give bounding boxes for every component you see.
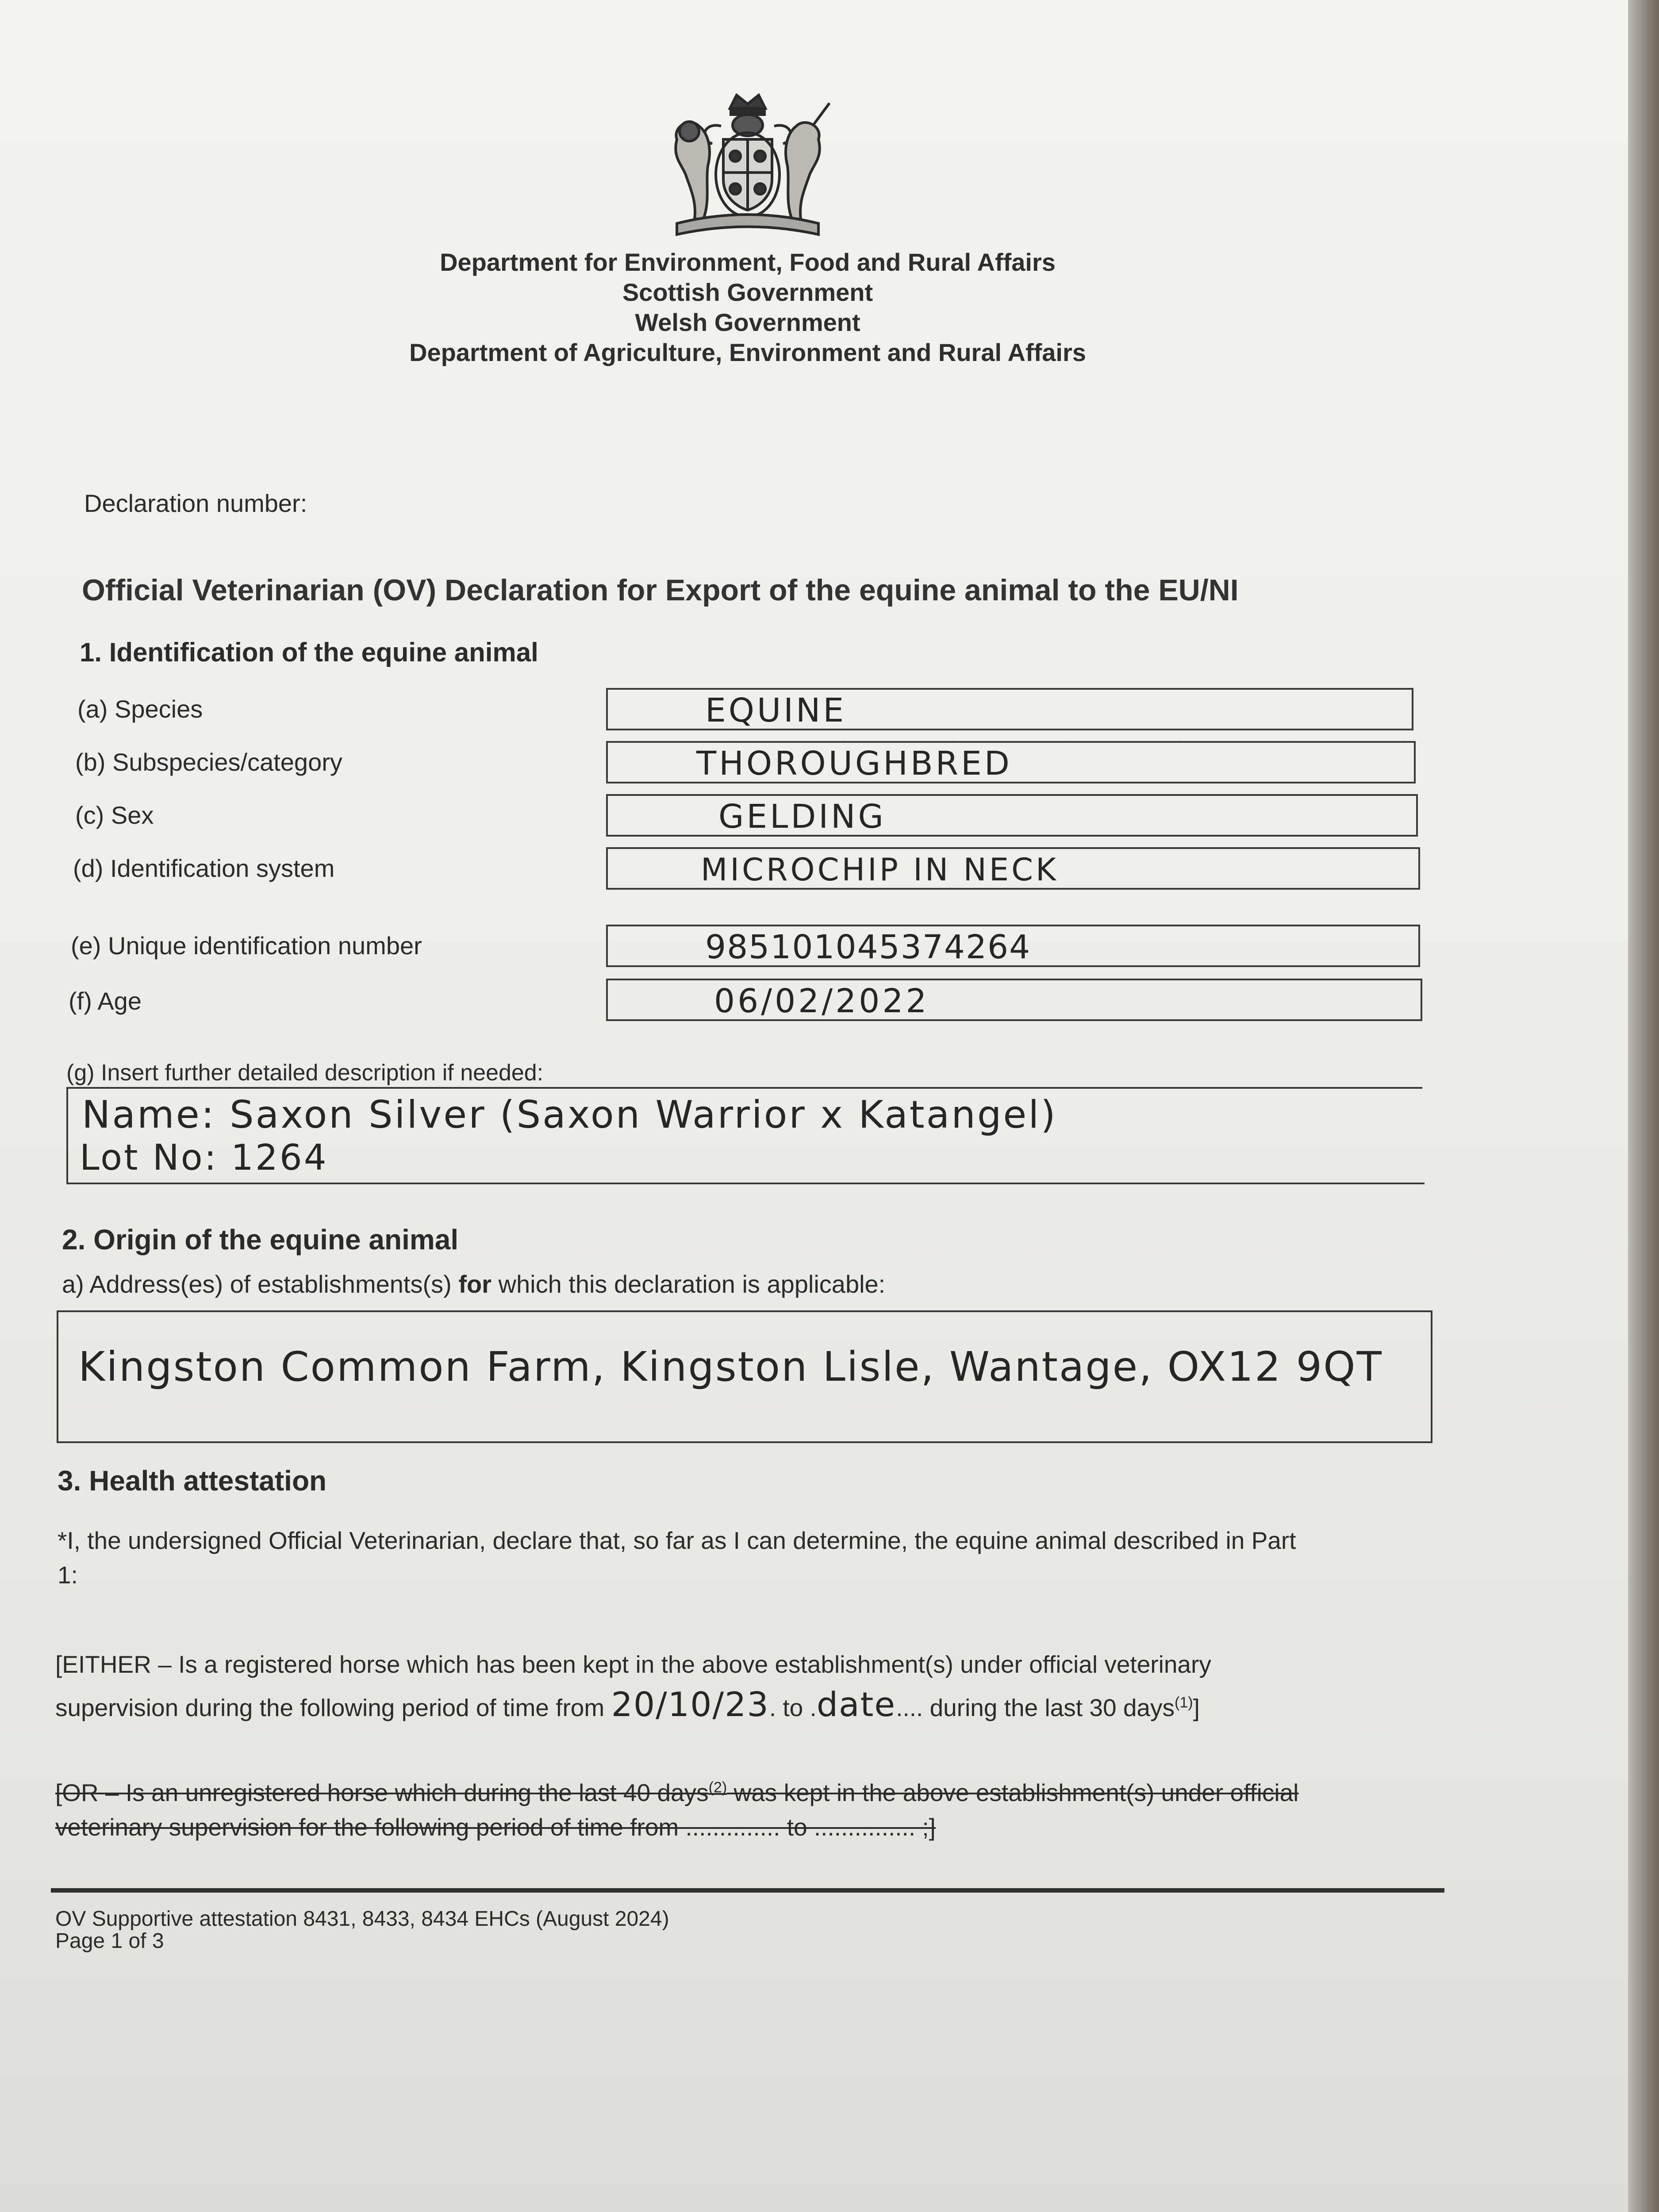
or-clause-line2: veterinary supervision for the following period of time from .............. to ............... ;] [55,1813,936,1841]
header-dept-defra: Department for Environment, Food and Rural Affairs [440,248,1056,276]
either-clause-text-a: supervision during the following period of time from [55,1694,605,1721]
header-dept-daera: Department of Agriculture, Environment and Rural Affairs [409,338,1086,366]
species-value: EQUINE [705,691,847,730]
subspecies-label: (b) Subspecies/category [75,748,342,776]
subspecies-value: THOROUGHBRED [696,745,1012,783]
further-description-line1[interactable]: Name: Saxon Silver (Saxon Warrior x Katangel) [82,1093,1057,1137]
subspecies-field[interactable] [606,741,1416,783]
further-description-line2[interactable]: Lot No: 1264 [80,1137,328,1178]
species-label: (a) Species [77,695,203,723]
unique-id-label: (e) Unique identification number [71,932,422,960]
page-edge-shadow [1628,0,1659,2212]
identification-system-field[interactable] [606,847,1420,890]
header-dept-scottish: Scottish Government [622,278,873,306]
either-clause-close: ] [1193,1694,1200,1721]
address-label-pre: a) Address(es) of establishments(s) [62,1270,459,1298]
or-footnote-ref: (2) [708,1779,727,1796]
royal-coat-of-arms-icon [650,91,845,241]
section2-heading: 2. Origin of the equine animal [62,1224,459,1256]
declaration-number-label: Declaration number: [84,489,307,517]
or-clause-text-b: was kept in the above establishment(s) under official [727,1779,1299,1806]
age-value: 06/02/2022 [714,982,929,1020]
sex-value: GELDING [718,798,886,836]
further-description-label: (g) Insert further detailed description if needed: [66,1060,544,1086]
section1-heading: 1. Identification of the equine animal [80,637,538,667]
footer-page-number: Page 1 of 3 [55,1929,164,1953]
address-value: Kingston Common Farm, Kingston Lisle, Wantage, OX12 9QT [78,1343,1383,1390]
species-field[interactable] [606,688,1413,730]
address-label [62,1270,885,1298]
header-dept-welsh: Welsh Government [635,308,860,336]
address-field[interactable] [57,1310,1432,1443]
further-description-bottom-rule [66,1183,1425,1184]
attestation-intro-line1: *I, the undersigned Official Veterinarian, declare that, so far as I can determine, the equine animal described in Part [58,1527,1296,1554]
form-title: Official Veterinarian (OV) Declaration for Export of the equine animal to the EU/NI [82,573,1239,607]
unique-id-field[interactable] [606,925,1420,967]
either-from-date[interactable]: 20/10/23 [611,1685,769,1724]
either-to-date[interactable]: date [816,1685,896,1724]
address-label-bold: for [458,1270,492,1298]
further-description-top-rule [66,1087,1422,1089]
either-clause-text-b: .... during the last 30 days [896,1694,1175,1721]
footer-attestation-ref: OV Supportive attestation 8431, 8433, 8434 EHCs (August 2024) [55,1907,669,1931]
address-label-post: which this declaration is applicable: [491,1270,886,1298]
sex-label: (c) Sex [75,801,154,829]
either-to-word: . to . [769,1694,817,1721]
further-description-left-rule [66,1087,68,1184]
identification-system-label: (d) Identification system [73,854,335,882]
or-clause-line1 [55,1778,1298,1807]
identification-system-value: MICROCHIP IN NECK [701,852,1059,888]
unique-id-value: 985101045374264 [705,928,1031,966]
age-label: (f) Age [69,987,142,1015]
attestation-intro-line2: 1: [58,1561,78,1589]
section3-heading: 3. Health attestation [58,1465,327,1497]
footer-rule [51,1888,1444,1893]
age-field[interactable] [606,979,1422,1021]
sex-field[interactable] [606,794,1418,837]
either-clause-line2 [55,1685,1200,1724]
either-footnote-ref: (1) [1175,1694,1193,1711]
or-clause-text-a: [OR – Is an unregistered horse which during the last 40 days [55,1779,709,1806]
either-clause-line1: [EITHER – Is a registered horse which has been kept in the above establishment(s) under official veterinary [55,1651,1211,1678]
